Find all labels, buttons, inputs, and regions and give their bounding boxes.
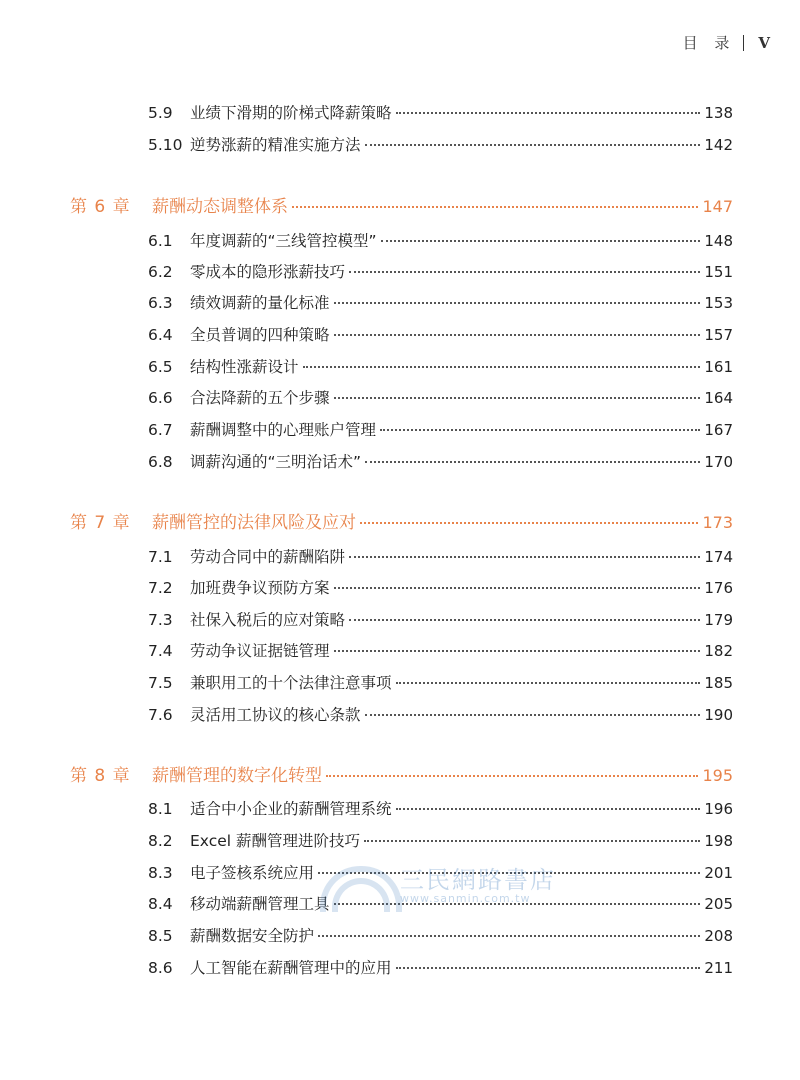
entry-page: 170 [704, 453, 733, 471]
toc-entry-8-5[interactable] [148, 924, 733, 946]
entry-page: 164 [704, 389, 733, 407]
entry-title: 社保入税后的应对策略 [190, 611, 346, 629]
entry-page: 196 [704, 800, 733, 818]
toc-entry-7-2[interactable] [148, 576, 733, 598]
dot-leader [365, 144, 701, 146]
entry-number: 6.1 [148, 232, 173, 250]
entry-number: 7.2 [148, 579, 173, 597]
entry-number: 6.4 [148, 326, 173, 344]
toc-entry-8-6[interactable] [148, 956, 733, 978]
chapter-page: 195 [702, 766, 733, 785]
dot-leader [318, 935, 700, 937]
entry-page: 205 [704, 895, 733, 913]
dot-leader [334, 397, 701, 399]
entry-title: 结构性涨薪设计 [190, 358, 299, 376]
chapter-page: 173 [702, 513, 733, 532]
entry-title: 合法降薪的五个步骤 [190, 389, 330, 407]
entry-number: 7.4 [148, 642, 173, 660]
header-title: 目 录 [682, 34, 736, 52]
dot-leader [318, 872, 700, 874]
dot-leader [381, 240, 701, 242]
entry-number: 6.7 [148, 421, 173, 439]
toc-entry-8-4[interactable] [148, 892, 733, 914]
entry-page: 138 [704, 104, 733, 122]
entry-number: 7.3 [148, 611, 173, 629]
dot-leader [334, 587, 701, 589]
entry-page: 198 [704, 832, 733, 850]
toc-entry-6-6[interactable] [148, 386, 733, 408]
entry-title: 人工智能在薪酬管理中的应用 [190, 959, 392, 977]
entry-title: 加班费争议预防方案 [190, 579, 330, 597]
dot-leader [380, 429, 700, 431]
entry-number: 5.10 [148, 136, 183, 154]
dot-leader [349, 619, 700, 621]
entry-title: 劳动合同中的薪酬陷阱 [190, 548, 346, 566]
toc-entry-8-2[interactable] [148, 829, 733, 851]
entry-title: 年度调薪的“三线管控模型” [190, 232, 377, 250]
entry-title: 灵活用工协议的核心条款 [190, 706, 361, 724]
toc-entry-6-8[interactable] [148, 450, 733, 472]
entry-page: 174 [704, 548, 733, 566]
entry-title: 兼职用工的十个法律注意事项 [190, 674, 392, 692]
entry-number: 8.6 [148, 959, 173, 977]
toc-entry-6-4[interactable] [148, 323, 733, 345]
toc-entry-7-6[interactable] [148, 703, 733, 725]
entry-number: 6.5 [148, 358, 173, 376]
dot-leader [334, 650, 701, 652]
toc-entry-6-1[interactable] [148, 229, 733, 251]
toc-entry-8-3[interactable] [148, 861, 733, 883]
entry-title: 薪酬调整中的心理账户管理 [190, 421, 377, 439]
dot-leader [364, 840, 700, 842]
toc-chapter-7[interactable] [70, 508, 733, 533]
entry-title: 逆势涨薪的精准实施方法 [190, 136, 361, 154]
dot-leader [334, 903, 701, 905]
dot-leader [365, 714, 701, 716]
toc-entry-6-3[interactable] [148, 291, 733, 313]
entry-title: 电子签核系统应用 [190, 864, 315, 882]
entry-page: 157 [704, 326, 733, 344]
entry-page: 201 [704, 864, 733, 882]
entry-page: 176 [704, 579, 733, 597]
entry-number: 8.5 [148, 927, 173, 945]
entry-title: 调薪沟通的“三明治话术” [190, 453, 362, 471]
entry-title: 劳动争议证据链管理 [190, 642, 330, 660]
toc-entry-5-10[interactable] [148, 133, 733, 155]
entry-page: 151 [704, 263, 733, 281]
chapter-page: 147 [702, 197, 733, 216]
entry-number: 7.6 [148, 706, 173, 724]
dot-leader [334, 302, 701, 304]
entry-number: 6.8 [148, 453, 173, 471]
toc-entry-7-3[interactable] [148, 608, 733, 630]
entry-page: 185 [704, 674, 733, 692]
entry-number: 8.4 [148, 895, 173, 913]
chapter-number: 第 7 章 [70, 513, 131, 533]
dot-leader [349, 556, 700, 558]
entry-number: 6.6 [148, 389, 173, 407]
entry-page: 167 [704, 421, 733, 439]
toc-entry-6-2[interactable] [148, 260, 733, 282]
entry-title: 适合中小企业的薪酬管理系统 [190, 800, 392, 818]
entry-title: 业绩下滑期的阶梯式降薪策略 [190, 104, 392, 122]
chapter-title: 薪酬动态调整体系 [152, 197, 288, 217]
entry-page: 148 [704, 232, 733, 250]
dot-leader [396, 808, 701, 810]
watermark-url: www.sanmin.com.tw [400, 892, 531, 905]
toc-entry-5-9[interactable] [148, 101, 733, 123]
dot-leader [365, 461, 700, 463]
entry-number: 6.2 [148, 263, 173, 281]
entry-number: 5.9 [148, 104, 173, 122]
toc-entry-7-1[interactable] [148, 545, 733, 567]
header-page-number: V [758, 33, 770, 52]
toc-entry-6-7[interactable] [148, 418, 733, 440]
running-header [683, 32, 770, 53]
dot-leader [396, 967, 701, 969]
dot-leader [292, 206, 698, 208]
dot-leader [360, 522, 698, 524]
dot-leader [349, 271, 700, 273]
toc-entry-7-5[interactable] [148, 671, 733, 693]
entry-number: 8.3 [148, 864, 173, 882]
entry-title: 移动端薪酬管理工具 [190, 895, 330, 913]
header-divider [743, 35, 744, 51]
entry-page: 153 [704, 294, 733, 312]
dot-leader [334, 334, 701, 336]
chapter-title: 薪酬管控的法律风险及应对 [152, 513, 356, 533]
entry-number: 7.5 [148, 674, 173, 692]
toc-chapter-8[interactable] [70, 761, 733, 786]
toc-entry-6-5[interactable] [148, 355, 733, 377]
entry-number: 6.3 [148, 294, 173, 312]
dot-leader [396, 682, 701, 684]
toc-entry-7-4[interactable] [148, 639, 733, 661]
entry-title: 绩效调薪的量化标准 [190, 294, 330, 312]
chapter-number: 第 8 章 [70, 766, 131, 786]
chapter-title: 薪酬管理的数字化转型 [152, 766, 322, 786]
entry-title: 全员普调的四种策略 [190, 326, 330, 344]
toc-entry-8-1[interactable] [148, 797, 733, 819]
entry-page: 190 [704, 706, 733, 724]
watermark-brand: 三民網路書店 [400, 866, 556, 894]
dot-leader [396, 112, 701, 114]
entry-number: 8.1 [148, 800, 173, 818]
entry-page: 179 [704, 611, 733, 629]
entry-title: Excel 薪酬管理进阶技巧 [190, 832, 360, 850]
dot-leader [326, 775, 698, 777]
entry-number: 7.1 [148, 548, 173, 566]
dot-leader [303, 366, 701, 368]
toc-chapter-6[interactable] [70, 192, 733, 217]
entry-title: 薪酬数据安全防护 [190, 927, 315, 945]
entry-page: 211 [704, 959, 733, 977]
entry-page: 142 [704, 136, 733, 154]
entry-number: 8.2 [148, 832, 173, 850]
entry-page: 161 [704, 358, 733, 376]
chapter-number: 第 6 章 [70, 197, 131, 217]
entry-page: 182 [704, 642, 733, 660]
entry-title: 零成本的隐形涨薪技巧 [190, 263, 346, 281]
entry-page: 208 [704, 927, 733, 945]
